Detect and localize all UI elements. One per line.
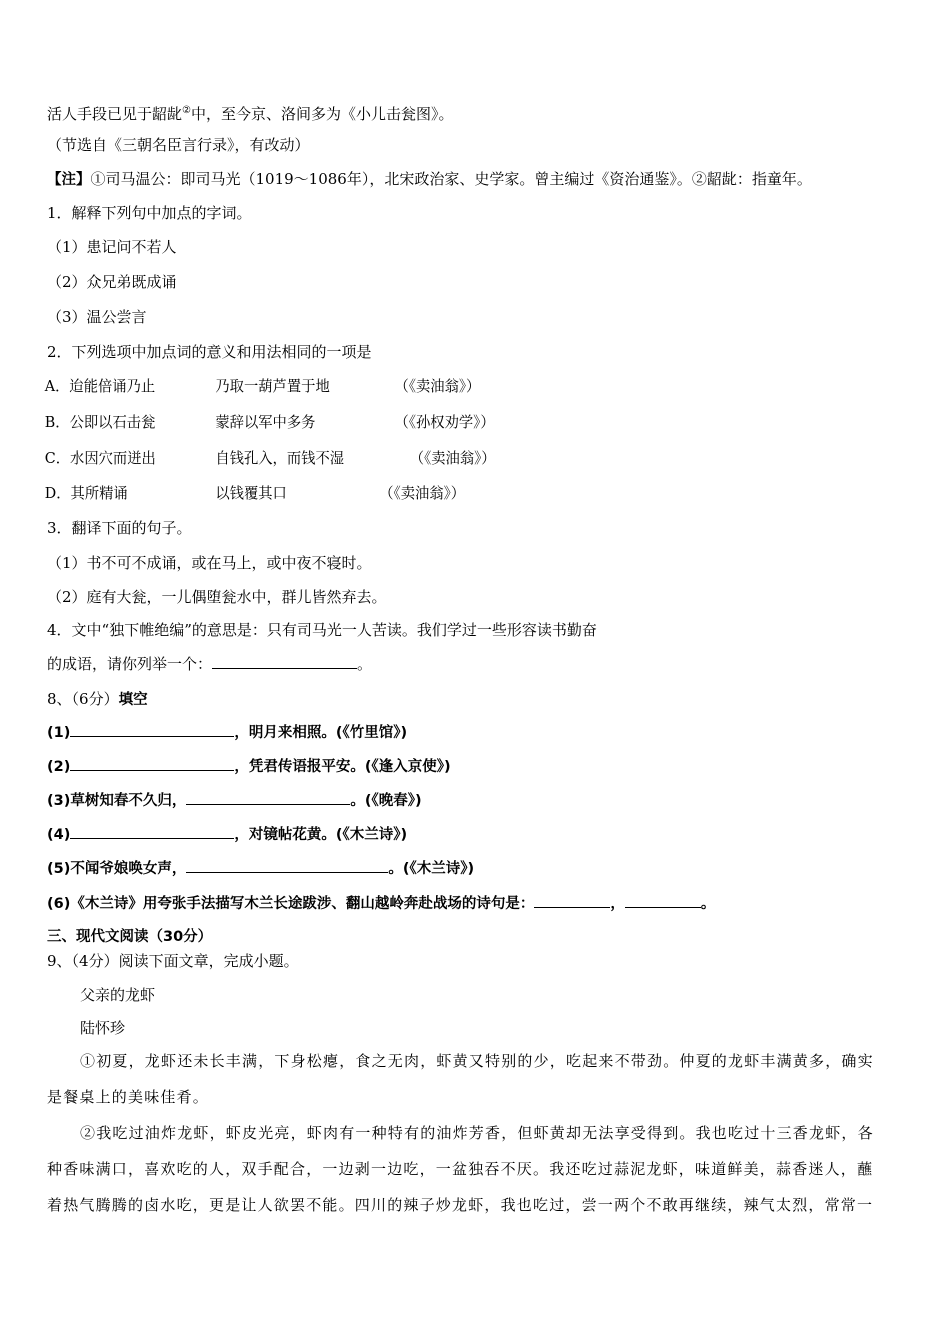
fill-item-5: (5)不闻爷娘唤女声， 。(《木兰诗》) [47,858,474,879]
answer-blank[interactable] [70,722,234,737]
option-a-right: 乃取一葫芦置于地 [215,377,330,395]
question-4: 4．文中“独下帷绝编”的意思是：只有司马光一人苦读。我们学过一些形容读书勤奋 [47,621,597,639]
option-row [0,412,905,432]
fill-item-3: (3)草树知春不久归， 。(《晚春》) [47,790,422,811]
question-1: 1．解释下列句中加点的字词。 [47,204,252,222]
fill-item-1: (1) ，明月来相照。(《竹里馆》) [47,722,407,743]
footnote-marker: ② [182,105,191,116]
answer-blank[interactable] [186,858,388,873]
paragraph-2-line-2: 种香味满口，喜欢吃的人，双手配合，一边剥一边吃，一盆独吞不厌。我还吃过蒜泥龙虾，味道鲜美，蒜香迷人，蘸 [47,1160,874,1178]
question-3-item-1: （1）书不可不成诵，或在马上，或中夜不寝时。 [47,554,372,572]
option-d-right: 以钱覆其口 [215,484,287,502]
answer-blank[interactable] [625,893,701,908]
answer-blank[interactable] [70,756,234,771]
article-author: 陆怀珍 [80,1019,126,1037]
question-3: 3．翻译下面的句子。 [47,519,192,537]
question-9: 9、（4分）阅读下面文章，完成小题。 [47,952,299,970]
question-1-item-2: （2）众兄弟既成诵 [47,273,177,291]
option-d-left: D．其所精诵 [44,484,128,502]
article-title: 父亲的龙虾 [80,986,156,1004]
fill-header: 8、（6分）填空 [47,690,148,708]
question-4-answer-line: 的成语，请你列举一个： 。 [47,655,373,673]
paragraph-2-line-1: ②我吃过油炸龙虾，虾皮光亮，虾肉有一种特有的油炸芳香，但虾黄却无法享受得到。我也吃过十三香龙虾，各 [80,1124,874,1142]
answer-blank[interactable] [70,824,234,839]
question-1-item-1: （1）患记问不若人 [47,238,177,256]
option-b-source: （《孙权劝学》） [394,413,495,431]
option-b-left: B．公即以石击瓮 [44,413,156,431]
question-2: 2．下列选项中加点词的意义和用法相同的一项是 [47,343,372,361]
fill-item-4: (4) ，对镜帖花黄。(《木兰诗》) [47,824,407,845]
option-b-right: 蒙辞以军中多务 [215,413,316,431]
passage-last-line: 活人手段已见于龆龀②中，至今京、洛间多为《小儿击瓮图》。 [47,105,454,123]
option-row [0,483,905,503]
answer-blank[interactable] [212,654,357,669]
question-3-item-2: （2）庭有大瓮，一儿偶堕瓮水中，群儿皆然弃去。 [47,588,387,606]
option-row [0,376,905,396]
answer-blank[interactable] [534,893,610,908]
fill-item-2: (2) ，凭君传语报平安。(《逢入京使》) [47,756,451,777]
paragraph-1-line-2: 是餐桌上的美味佳肴。 [47,1088,210,1106]
section-3-heading: 三、现代文阅读（30分） [47,929,213,945]
option-row [0,448,905,468]
annotation: 【注】①司马温公：即司马光（1019～1086年），北宋政治家、史学家。曾主编过《资治通鉴》。②龆龀：指童年。 [47,170,812,188]
paragraph-1-line-1: ①初夏，龙虾还未长丰满，下身松瘪，食之无肉，虾黄又特别的少，吃起来不带劲。仲夏的龙虾丰满黄多，确实 [80,1052,874,1070]
option-d-source: （《卖油翁》） [379,484,466,502]
option-c-left: C．水因穴而迸出 [44,449,156,467]
option-c-source: （《卖油翁》） [409,449,496,467]
option-a-source: （《卖油翁》） [394,377,481,395]
fill-item-6: (6)《木兰诗》用夸张手法描写木兰长途跋涉、翻山越岭奔赴战场的诗句是： ， 。 [47,893,715,914]
question-1-item-3: （3）温公尝言 [47,308,147,326]
option-c-right: 自钱孔入，而钱不湿 [215,449,345,467]
source-note: （节选自《三朝名臣言行录》，有改动） [47,136,310,154]
answer-blank[interactable] [186,790,350,805]
paragraph-2-line-3: 着热气腾腾的卤水吃，更是让人欲罢不能。四川的辣子炒龙虾，我也吃过，尝一两个不敢再继续，辣气太烈，常常一 [47,1196,874,1214]
annotation-label: 【注】 [47,172,91,188]
option-a-left: A．迨能倍诵乃止 [44,377,156,395]
